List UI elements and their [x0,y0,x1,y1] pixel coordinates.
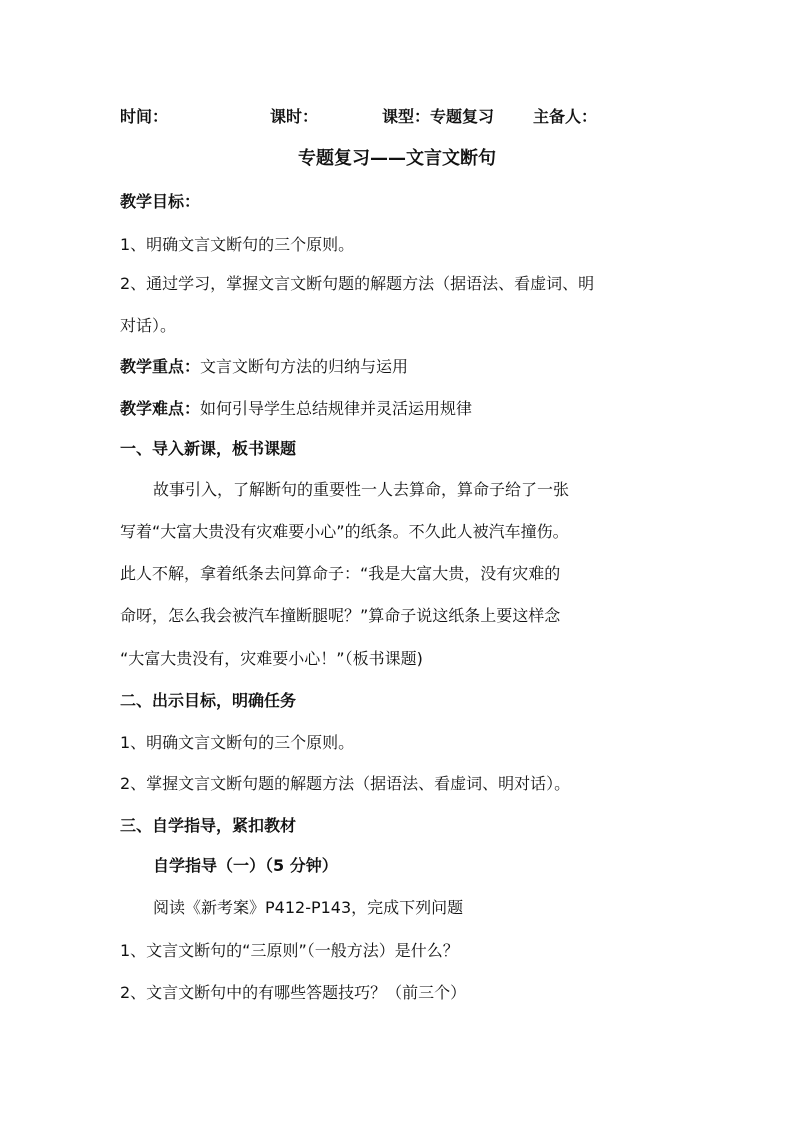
objective-item-2-line-1: 2、通过学习，掌握文言文断句题的解题方法（据语法、看虚词、明 [120,274,595,293]
story-line-2: 写着“大富大贵没有灾难要小心”的纸条。不久此人被汽车撞伤。 [120,522,569,541]
period-label: 课时： [270,107,319,126]
self-study-instruction: 阅读《新考案》P412-P143，完成下列问题 [153,898,464,917]
preparer-label: 主备人： [533,107,598,126]
section-2-heading: 二、出示目标，明确任务 [120,691,297,710]
question-1: 1、文言文断句的“三原则”（一般方法）是什么？ [120,941,459,960]
key-point [120,356,408,378]
section-3-heading: 三、自学指导，紧扣教材 [120,816,297,835]
objective-item-1: 1、明确文言文断句的三个原则。 [120,235,355,254]
story-line-3: 此人不解，拿着纸条去问算命子：“我是大富大贵，没有灾难的 [120,564,561,583]
objectives-heading: 教学目标： [120,192,201,211]
key-point-label: 教学重点： [120,357,201,376]
self-study-sub-heading: 自学指导（一）（5 分钟） [153,856,338,875]
page-title: 专题复习——文言文断句 [298,148,496,169]
difficulty-label: 教学难点： [120,399,201,418]
story-line-1: 故事引入，了解断句的重要性一人去算命，算命子给了一张 [153,480,570,499]
difficulty [120,398,472,420]
story-line-5: “大富大贵没有，灾难要小心！”（板书课题) [120,649,423,668]
target-item-1: 1、明确文言文断句的三个原则。 [120,733,355,752]
difficulty-text: 如何引导学生总结规律并灵活运用规律 [200,399,473,418]
key-point-text: 文言文断句方法的归纳与运用 [200,357,409,376]
section-1-heading: 一、导入新课，板书课题 [120,439,297,458]
story-line-4: 命呀，怎么我会被汽车撞断腿呢？”算命子说这纸条上要这样念 [120,606,561,625]
question-2: 2、文言文断句中的有哪些答题技巧？（前三个） [120,983,467,1002]
lesson-type-label: 课型：专题复习 [382,107,495,126]
time-label: 时间： [120,107,169,126]
target-item-2: 2、掌握文言文断句题的解题方法（据语法、看虚词、明对话）。 [120,774,571,793]
objective-item-2-line-2: 对话）。 [120,316,177,335]
